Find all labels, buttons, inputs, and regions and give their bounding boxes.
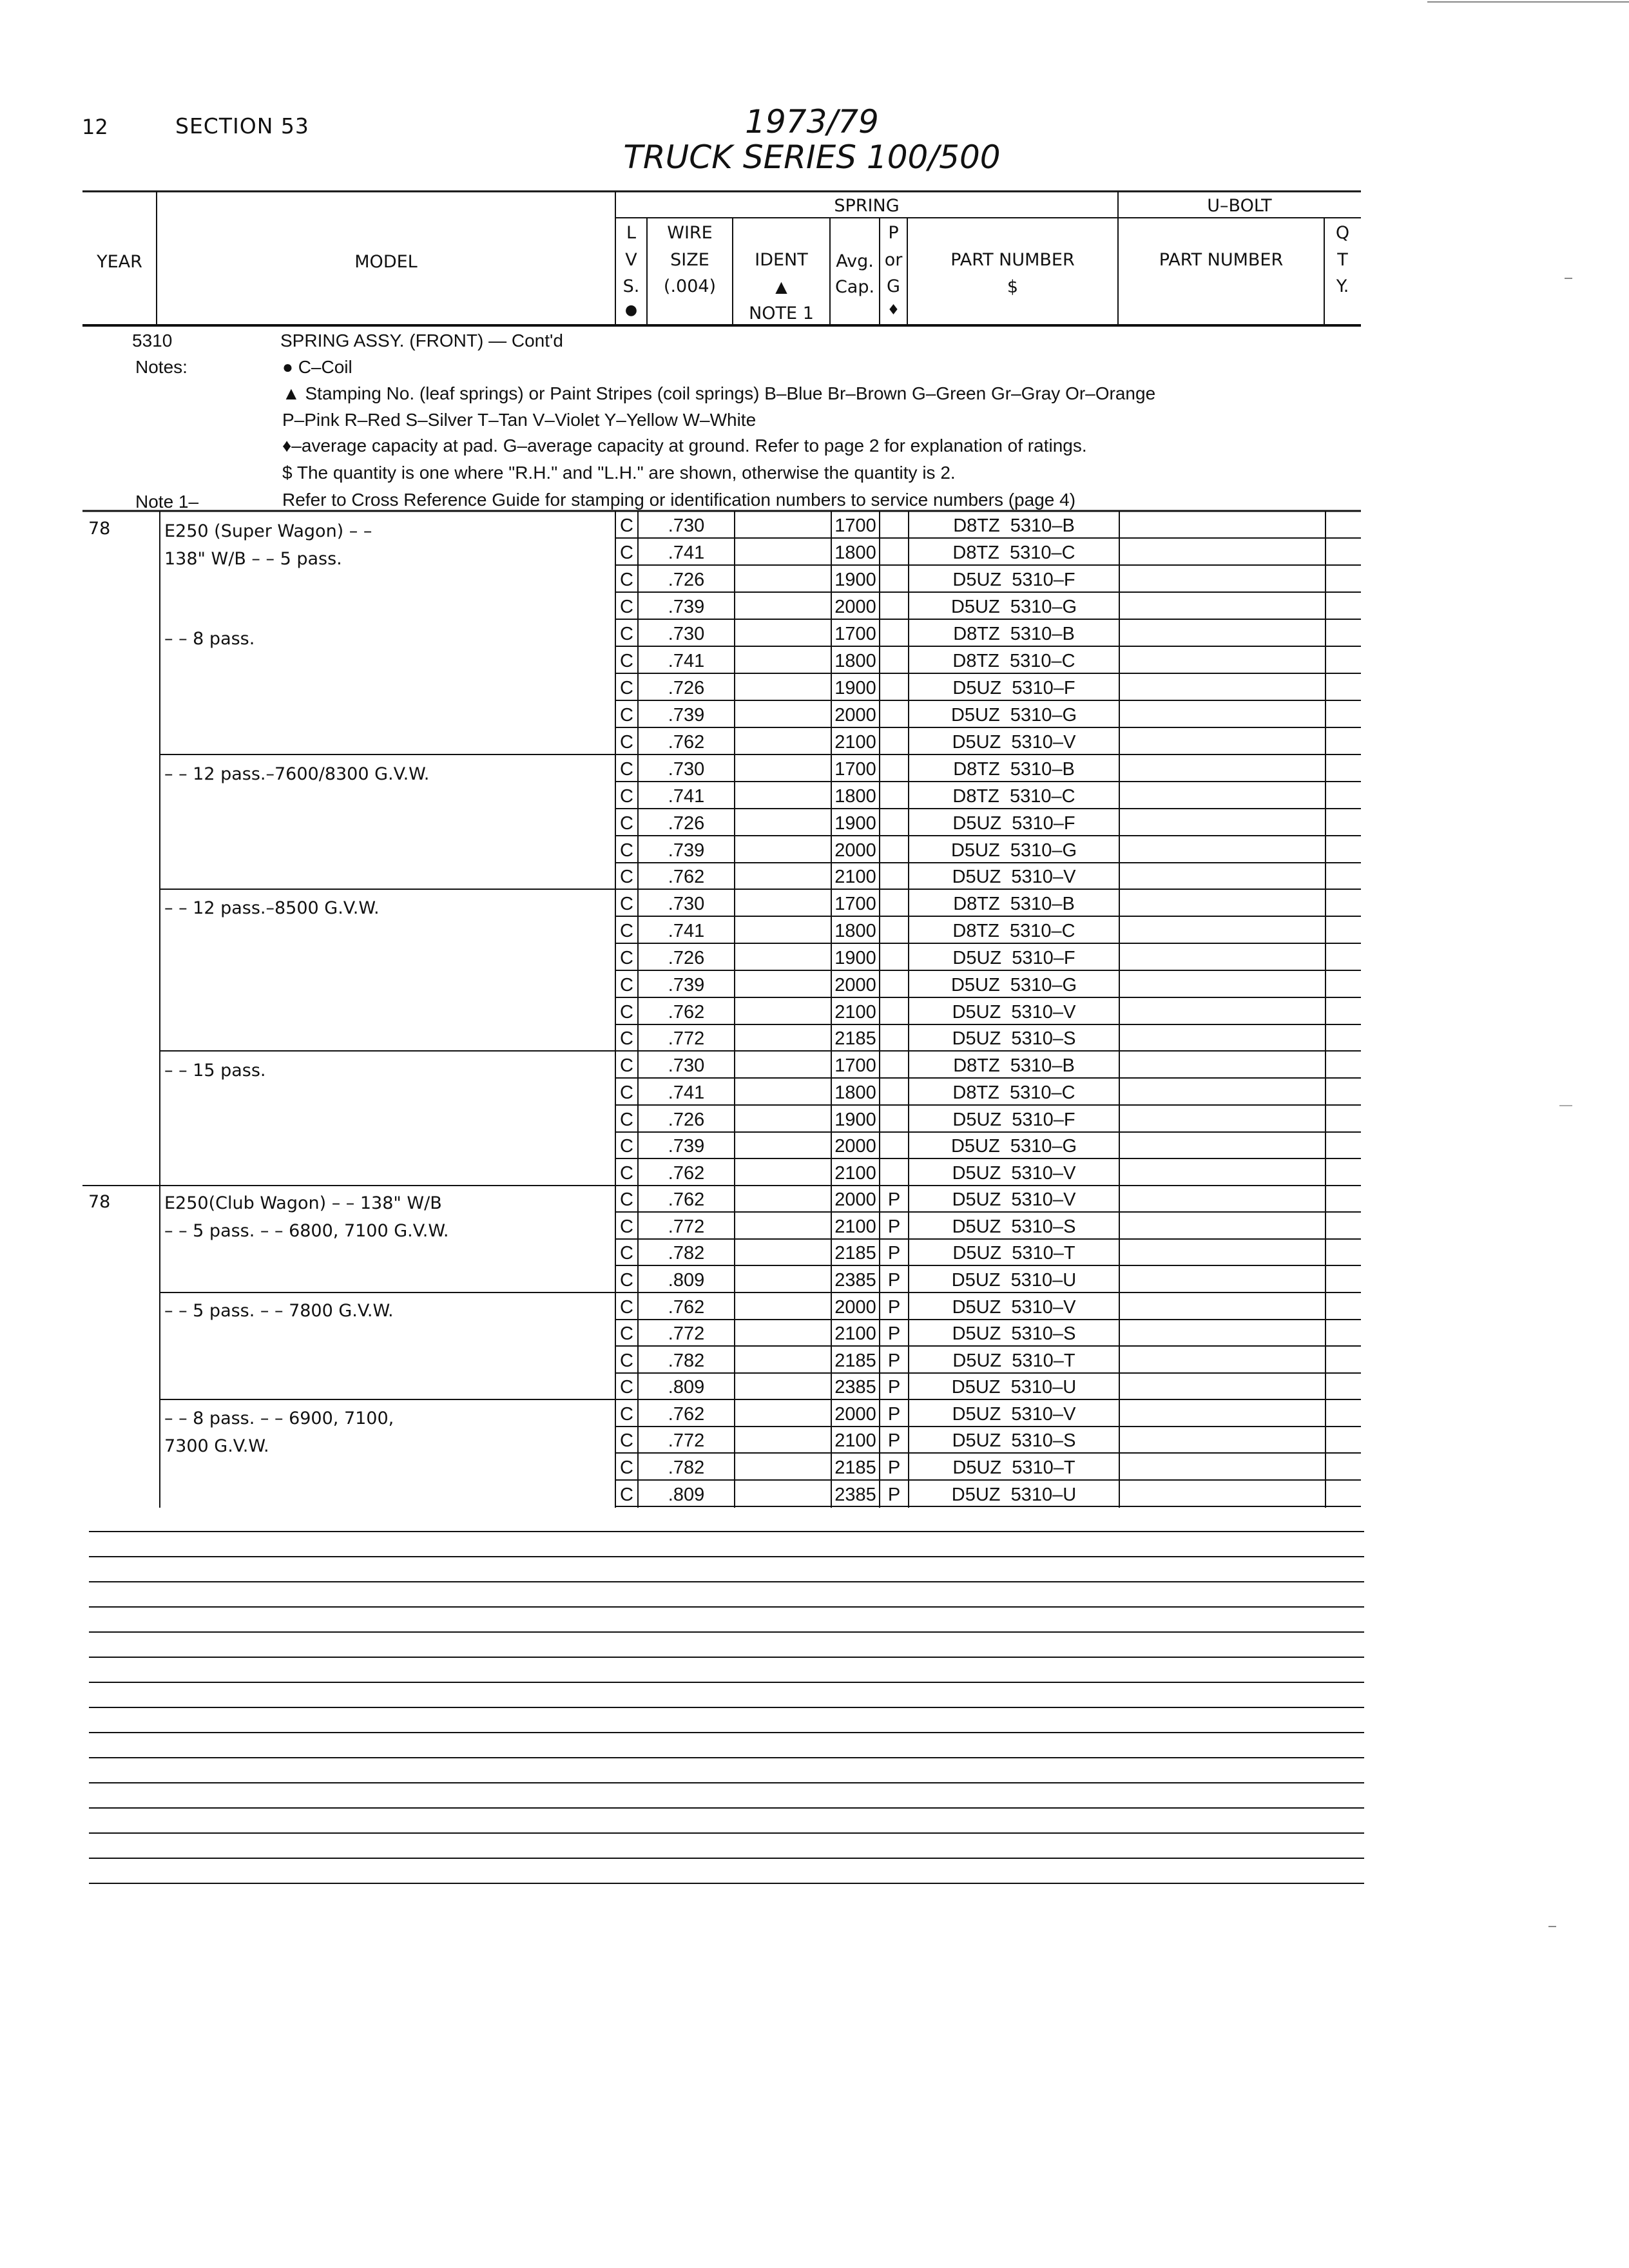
page-title-series: TRUCK SERIES 100/500	[623, 139, 1001, 176]
cell-cap: 2100	[834, 731, 876, 753]
group-model	[164, 517, 372, 573]
cell-lvs: C	[620, 1377, 633, 1398]
cell-wire: .726	[668, 812, 705, 834]
note-coil: ● C–Coil	[282, 357, 352, 377]
cell-lvs: C	[620, 785, 633, 807]
cell-cap: 1800	[834, 920, 876, 941]
cell-lvs: C	[620, 1082, 633, 1103]
cell-wire: .772	[668, 1216, 705, 1237]
section-label: SECTION 53	[175, 113, 309, 139]
model-line: 7300 G.V.W.	[164, 1436, 269, 1457]
cell-lvs: C	[620, 1189, 633, 1210]
cell-wire: .726	[668, 947, 705, 968]
cell-cap: 1800	[834, 1082, 876, 1103]
col-qty-3: Y.	[1336, 276, 1349, 296]
cell-lvs: C	[620, 1243, 633, 1264]
cell-part: D8TZ 5310–B	[953, 623, 1075, 644]
cell-cap: 2000	[834, 974, 876, 995]
cell-cap: 1700	[834, 893, 876, 914]
cell-part: D8TZ 5310–B	[953, 893, 1075, 914]
col-cap-2: Cap.	[834, 277, 875, 297]
cell-cap: 1900	[834, 1109, 876, 1130]
cell-cap: 1800	[834, 650, 876, 671]
cell-wire: .741	[668, 542, 705, 563]
model-line: – – 5 pass. – – 6800, 7100 G.V.W.	[164, 1221, 449, 1242]
cell-cap: 2385	[834, 1269, 876, 1291]
col-lvs-4: ●	[624, 302, 638, 318]
cell-lvs: C	[620, 1323, 633, 1344]
cell-cap: 1700	[834, 623, 876, 644]
model-line: – – 5 pass. – – 7800 G.V.W.	[164, 1301, 394, 1321]
col-lvs-3: S.	[622, 276, 640, 296]
cell-wire: .730	[668, 758, 705, 780]
cell-part: D5UZ 5310–V	[952, 731, 1076, 753]
cell-part: D5UZ 5310–F	[952, 1109, 1075, 1130]
col-wire-2: SIZE	[670, 250, 709, 270]
col-ident-2: ▲	[775, 278, 787, 296]
cell-part: D5UZ 5310–V	[952, 1296, 1076, 1318]
cell-pg: P	[887, 1403, 901, 1425]
model-line: – – 8 pass.	[164, 629, 255, 649]
cell-part: D5UZ 5310–U	[951, 1269, 1077, 1291]
cell-lvs: C	[620, 947, 633, 968]
cell-cap: 2000	[834, 596, 876, 617]
cell-wire: .782	[668, 1457, 705, 1478]
cell-cap: 1700	[834, 515, 876, 536]
col-model: MODEL	[354, 252, 418, 272]
cell-lvs: C	[620, 677, 633, 698]
group-year: 78	[88, 1192, 111, 1212]
cell-part: D5UZ 5310–S	[952, 1216, 1076, 1237]
cell-part: D8TZ 5310–C	[952, 650, 1075, 671]
cell-cap: 1900	[834, 947, 876, 968]
cell-part: D5UZ 5310–S	[952, 1323, 1076, 1344]
cell-cap: 2100	[834, 1001, 876, 1023]
cell-part: D8TZ 5310–B	[953, 515, 1075, 536]
cell-wire: .762	[668, 1001, 705, 1023]
cell-cap: 2000	[834, 840, 876, 861]
cell-lvs: C	[620, 623, 633, 644]
cell-part: D5UZ 5310–F	[952, 812, 1075, 834]
cell-part: D5UZ 5310–G	[950, 840, 1077, 861]
group-model	[164, 1405, 394, 1460]
model-line: E250(Club Wagon) – – 138" W/B	[164, 1193, 442, 1213]
col-lvs-2: V	[625, 250, 637, 270]
group-year: 78	[88, 519, 111, 539]
cell-wire: .730	[668, 1055, 705, 1076]
cell-part: D8TZ 5310–C	[952, 920, 1075, 941]
cell-cap: 2185	[834, 1457, 876, 1478]
cell-wire: .726	[668, 1109, 705, 1130]
cell-part: D5UZ 5310–V	[952, 1189, 1076, 1210]
cell-part: D8TZ 5310–B	[953, 1055, 1075, 1076]
cell-part: D5UZ 5310–S	[952, 1430, 1076, 1451]
cell-wire: .809	[668, 1377, 705, 1398]
cell-part: D5UZ 5310–U	[951, 1377, 1077, 1398]
cell-part: D5UZ 5310–G	[950, 704, 1077, 726]
col-year: YEAR	[97, 252, 142, 272]
cell-cap: 1700	[834, 1055, 876, 1076]
cell-wire: .726	[668, 569, 705, 590]
group-model	[164, 1057, 266, 1084]
group-model	[164, 894, 380, 922]
cell-pg: P	[887, 1457, 901, 1478]
cell-lvs: C	[620, 1457, 633, 1478]
cell-part: D5UZ 5310–G	[950, 1136, 1077, 1157]
cell-pg: P	[887, 1323, 901, 1344]
cell-cap: 2185	[834, 1350, 876, 1371]
group-model	[164, 1297, 394, 1325]
cell-part: D8TZ 5310–B	[953, 758, 1075, 780]
col-spring-group: SPRING	[834, 196, 900, 216]
cell-part: D5UZ 5310–V	[952, 1162, 1076, 1184]
col-ident-3: NOTE 1	[749, 303, 814, 323]
cell-pg: P	[887, 1269, 901, 1291]
section-code-title: SPRING ASSY. (FRONT) — Cont'd	[280, 331, 563, 351]
cell-part: D5UZ 5310–T	[952, 1457, 1075, 1478]
cell-cap: 2385	[834, 1377, 876, 1398]
note-quantity: $ The quantity is one where "R.H." and "L.H." are shown, otherwise the quantity is 2.	[282, 463, 956, 483]
cell-wire: .741	[668, 650, 705, 671]
cell-part: D5UZ 5310–V	[952, 867, 1076, 887]
cell-lvs: C	[620, 1055, 633, 1076]
model-line: 138" W/B – – 5 pass.	[164, 549, 342, 570]
cell-cap: 2100	[834, 1216, 876, 1237]
cell-cap: 1800	[834, 785, 876, 807]
cell-part: D5UZ 5310–V	[952, 1001, 1076, 1023]
col-wire-3: (.004)	[663, 276, 717, 296]
page-title-years: 1973/79	[745, 103, 879, 140]
cell-lvs: C	[620, 1484, 633, 1505]
cell-part: D5UZ 5310–T	[952, 1350, 1075, 1371]
cell-wire: .762	[668, 731, 705, 753]
cell-lvs: C	[620, 867, 633, 887]
cell-pg: P	[887, 1243, 901, 1264]
note1-label: Note 1–	[135, 492, 199, 512]
col-pg-2: or	[884, 250, 903, 270]
cell-wire: .730	[668, 623, 705, 644]
col-spring-part-number: PART NUMBER	[950, 250, 1075, 270]
notes-label: Notes:	[135, 357, 188, 377]
col-spring-qty-mark: $	[1007, 277, 1019, 297]
note-stamping: ▲ Stamping No. (leaf springs) or Paint Stripes (coil springs) B–Blue Br–Brown G–Green Gr–Gray Or–Orange	[282, 383, 1156, 403]
cell-wire: .726	[668, 677, 705, 698]
cell-cap: 2000	[834, 1189, 876, 1210]
cell-lvs: C	[620, 1350, 633, 1371]
section-code: 5310	[132, 331, 173, 351]
cell-wire: .739	[668, 1136, 705, 1157]
cell-cap: 1900	[834, 812, 876, 834]
cell-lvs: C	[620, 1296, 633, 1318]
cell-part: D5UZ 5310–G	[950, 974, 1077, 995]
group-model	[164, 760, 429, 788]
col-cap-1: Avg.	[836, 251, 874, 271]
model-line: – – 12 pass.–8500 G.V.W.	[164, 898, 380, 918]
page-number: 12	[82, 115, 108, 139]
cell-wire: .809	[668, 1484, 705, 1505]
cell-wire: .730	[668, 515, 705, 536]
cell-lvs: C	[620, 569, 633, 590]
cell-lvs: C	[620, 1136, 633, 1157]
col-ident-1: IDENT	[755, 250, 808, 270]
col-qty-1: Q	[1335, 223, 1350, 243]
cell-pg: P	[887, 1484, 901, 1505]
cell-pg: P	[887, 1189, 901, 1210]
cell-pg: P	[887, 1350, 901, 1371]
cell-wire: .762	[668, 1189, 705, 1210]
cell-part: D5UZ 5310–F	[952, 569, 1075, 590]
cell-wire: .809	[668, 1269, 705, 1291]
cell-lvs: C	[620, 974, 633, 995]
cell-cap: 2100	[834, 867, 876, 887]
col-pg-4: ♦	[887, 302, 900, 318]
cell-lvs: C	[620, 596, 633, 617]
cell-lvs: C	[620, 704, 633, 726]
col-pg-3: G	[887, 276, 900, 296]
col-ubolt-part-number: PART NUMBER	[1159, 250, 1284, 270]
cell-part: D8TZ 5310–C	[952, 1082, 1075, 1103]
model-line: – – 15 pass.	[164, 1061, 266, 1081]
cell-part: D5UZ 5310–T	[952, 1243, 1075, 1264]
col-lvs-1: L	[626, 223, 637, 243]
cell-pg: P	[887, 1296, 901, 1318]
cell-wire: .741	[668, 1082, 705, 1103]
cell-wire: .741	[668, 920, 705, 941]
cell-part: D5UZ 5310–S	[952, 1028, 1076, 1049]
cell-lvs: C	[620, 1001, 633, 1023]
cell-cap: 2100	[834, 1430, 876, 1451]
cell-wire: .772	[668, 1323, 705, 1344]
note1-text: Refer to Cross Reference Guide for stamping or identification numbers to service numbers (page 4)	[282, 490, 1076, 510]
col-ubolt-group: U–BOLT	[1207, 196, 1272, 216]
cell-cap: 2385	[834, 1484, 876, 1505]
cell-lvs: C	[620, 1216, 633, 1237]
model-line: – – 8 pass. – – 6900, 7100,	[164, 1408, 394, 1428]
cell-part: D5UZ 5310–F	[952, 677, 1075, 698]
cell-lvs: C	[620, 1109, 633, 1130]
cell-cap: 1800	[834, 542, 876, 563]
cell-wire: .772	[668, 1430, 705, 1451]
cell-cap: 2185	[834, 1028, 876, 1049]
cell-lvs: C	[620, 1430, 633, 1451]
cell-lvs: C	[620, 731, 633, 753]
cell-wire: .762	[668, 1403, 705, 1425]
cell-wire: .762	[668, 1162, 705, 1184]
cell-pg: P	[887, 1430, 901, 1451]
cell-lvs: C	[620, 920, 633, 941]
cell-cap: 2100	[834, 1323, 876, 1344]
cell-lvs: C	[620, 542, 633, 563]
cell-wire: .782	[668, 1243, 705, 1264]
cell-lvs: C	[620, 650, 633, 671]
cell-lvs: C	[620, 758, 633, 780]
cell-wire: .762	[668, 867, 705, 887]
model-line: – – 12 pass.–7600/8300 G.V.W.	[164, 764, 430, 784]
cell-wire: .739	[668, 840, 705, 861]
cell-pg: P	[887, 1216, 901, 1237]
group-model	[164, 1189, 449, 1245]
cell-lvs: C	[620, 893, 633, 914]
cell-part: D8TZ 5310–C	[952, 542, 1075, 563]
col-pg-1: P	[888, 223, 899, 243]
model-line: E250 (Super Wagon) – –	[164, 521, 372, 541]
cell-wire: .739	[668, 974, 705, 995]
cell-cap: 2000	[834, 704, 876, 726]
cell-wire: .762	[668, 1296, 705, 1318]
cell-cap: 2000	[834, 1296, 876, 1318]
cell-cap: 2185	[834, 1243, 876, 1264]
cell-cap: 1900	[834, 677, 876, 698]
cell-part: D5UZ 5310–U	[951, 1484, 1077, 1505]
cell-lvs: C	[620, 515, 633, 536]
cell-lvs: C	[620, 1028, 633, 1049]
cell-cap: 1900	[834, 569, 876, 590]
col-qty-2: T	[1337, 250, 1348, 270]
cell-part: D5UZ 5310–G	[950, 596, 1077, 617]
note-capacity: ♦–average capacity at pad. G–average capacity at ground. Refer to page 2 for explanation of ratings.	[282, 436, 1087, 456]
cell-lvs: C	[620, 1269, 633, 1291]
cell-wire: .739	[668, 704, 705, 726]
cell-lvs: C	[620, 1403, 633, 1425]
cell-wire: .772	[668, 1028, 705, 1049]
cell-wire: .782	[668, 1350, 705, 1371]
note-colors: P–Pink R–Red S–Silver T–Tan V–Violet Y–Yellow W–White	[282, 410, 757, 430]
cell-cap: 2000	[834, 1403, 876, 1425]
cell-wire: .741	[668, 785, 705, 807]
cell-cap: 2100	[834, 1162, 876, 1184]
cell-wire: .739	[668, 596, 705, 617]
cell-part: D5UZ 5310–V	[952, 1403, 1076, 1425]
cell-part: D5UZ 5310–F	[952, 947, 1075, 968]
cell-lvs: C	[620, 812, 633, 834]
cell-cap: 2000	[834, 1136, 876, 1157]
cell-part: D8TZ 5310–C	[952, 785, 1075, 807]
cell-pg: P	[887, 1377, 901, 1398]
cell-lvs: C	[620, 1162, 633, 1184]
col-wire-1: WIRE	[667, 223, 713, 243]
group-model	[164, 625, 255, 653]
cell-lvs: C	[620, 840, 633, 861]
cell-wire: .730	[668, 893, 705, 914]
cell-cap: 1700	[834, 758, 876, 780]
